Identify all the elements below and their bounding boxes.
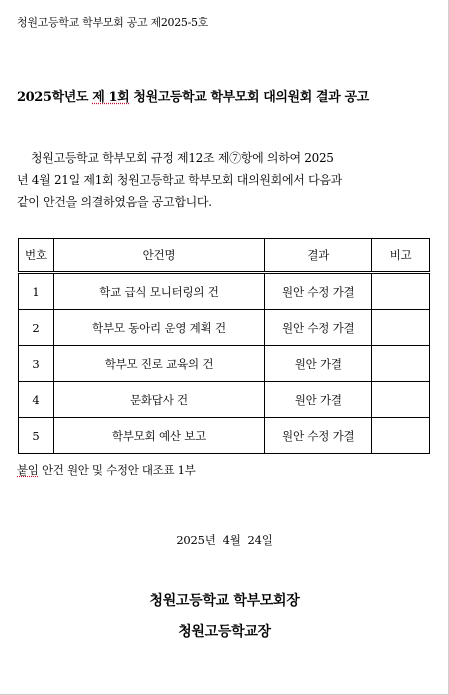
title-prefix: 2025학년도: [17, 90, 93, 105]
cell-number: 5: [19, 418, 54, 454]
table-row: [19, 418, 430, 454]
cell-number: 2: [19, 310, 54, 346]
header-number: 번호: [19, 239, 54, 273]
attachment-note: [17, 462, 195, 478]
cell-note: [372, 273, 430, 310]
announcement-date: 2025년 4월 24일: [176, 533, 273, 547]
attachment-text: 안건 원안 및 수정안 대조표 1부: [38, 463, 196, 477]
attachment-label: 붙임: [17, 463, 39, 477]
body-line: 청원고등학교 학부모회 규정 제12조 제⑦항에 의하여 2025: [31, 151, 334, 165]
announcement-body: [17, 147, 432, 213]
table-row: [19, 346, 430, 382]
cell-number: 1: [19, 273, 54, 310]
cell-result: 원안 수정 가결: [265, 418, 372, 454]
table-row: [19, 273, 430, 310]
title-session: 제 1회: [92, 90, 130, 105]
header-note: 비고: [372, 239, 430, 273]
signature-principal: 청원고등학교장: [178, 624, 271, 640]
signature-parent-president: 청원고등학교 학부모회장: [149, 593, 300, 609]
cell-number: 4: [19, 382, 54, 418]
table-row: [19, 382, 430, 418]
cell-agenda-name: 학부모 진로 교육의 건: [53, 346, 264, 382]
cell-agenda-name: 학부모 동아리 운영 계획 건: [53, 310, 264, 346]
cell-number: 3: [19, 346, 54, 382]
cell-result: 원안 가결: [265, 346, 372, 382]
table-header-row: [19, 239, 430, 273]
body-line: 년 4월 21일 제1회 청원고등학교 학부모회 대의원회에서 다음과: [17, 173, 342, 187]
agenda-table: [18, 238, 430, 454]
cell-agenda-name: 문화답사 건: [53, 382, 264, 418]
cell-agenda-name: 학교 급식 모니터링의 건: [53, 273, 264, 310]
header-agenda-name: 안건명: [53, 239, 264, 273]
body-line: 같이 안건을 의결하였음을 공고합니다.: [17, 195, 212, 209]
cell-note: [372, 382, 430, 418]
title-suffix: 청원고등학교 학부모회 대의원회 결과 공고: [129, 90, 369, 105]
header-result: 결과: [265, 239, 372, 273]
cell-note: [372, 418, 430, 454]
cell-note: [372, 310, 430, 346]
cell-note: [372, 346, 430, 382]
cell-agenda-name: 학부모회 예산 보고: [53, 418, 264, 454]
table-row: [19, 310, 430, 346]
cell-result: 원안 가결: [265, 382, 372, 418]
document-number: 청원고등학교 학부모회 공고 제2025-5호: [17, 16, 209, 29]
document-title: [17, 86, 437, 105]
cell-result: 원안 수정 가결: [265, 273, 372, 310]
cell-result: 원안 수정 가결: [265, 310, 372, 346]
